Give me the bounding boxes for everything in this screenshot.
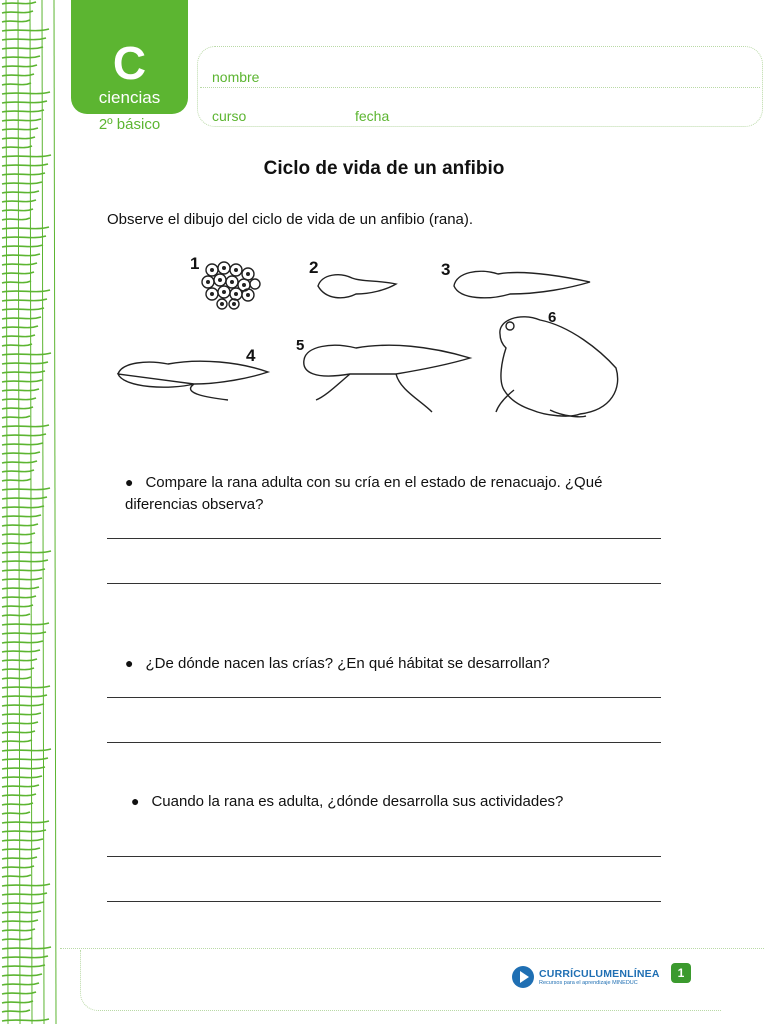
grass-stem — [30, 0, 32, 1024]
grass-blade — [2, 65, 37, 67]
frog-eggs-drawing — [202, 262, 260, 309]
grass-blade — [2, 677, 31, 679]
instruction-text: Observe el dibujo del ciclo de vida de un anfibio (rana). — [107, 211, 474, 228]
grass-blade — [2, 245, 43, 247]
grass-blade — [2, 191, 39, 193]
student-info-divider — [200, 87, 760, 88]
grass-blade — [2, 821, 49, 823]
grass-blade — [2, 767, 45, 769]
logo-title: CURRÍCULUMENLÍNEA — [539, 968, 660, 980]
play-icon — [512, 966, 534, 988]
date-field-label: fecha — [355, 108, 390, 124]
grass-blade — [2, 1001, 33, 1003]
grass-blade — [2, 506, 44, 508]
subject-name: ciencias — [98, 88, 161, 107]
grass-blade — [2, 704, 44, 706]
grass-blade — [2, 569, 45, 571]
grass-blade — [2, 875, 31, 877]
tadpole-small-drawing — [318, 275, 396, 298]
adult-frog-drawing — [496, 317, 618, 417]
grass-blade — [2, 758, 48, 760]
question-3-line-1: Cuando la rana es adulta, ¿dónde desarrolla sus actividades? — [151, 793, 564, 810]
grass-blade — [2, 353, 51, 355]
grass-blade — [2, 632, 46, 634]
grass-blade — [2, 695, 47, 697]
grass-blade — [2, 956, 48, 958]
course-field-label: curso — [212, 108, 247, 124]
grass-blade — [2, 443, 43, 445]
grass-blade — [2, 236, 46, 238]
grass-blade — [2, 200, 36, 202]
stage-number-6: 6 — [548, 309, 557, 326]
grass-blade — [2, 254, 40, 256]
grass-stem — [42, 0, 44, 1024]
grass-border-decoration — [0, 0, 58, 1024]
question-2 — [125, 652, 550, 675]
grass-blade — [2, 902, 44, 904]
worksheet-title: Ciclo de vida de un anfibio — [263, 158, 505, 179]
grass-blade — [2, 614, 30, 616]
grass-blade — [2, 605, 33, 607]
froglet-drawing — [304, 345, 470, 412]
grass-blade — [2, 92, 50, 94]
grass-blade — [2, 686, 50, 688]
answer-line[interactable] — [107, 856, 661, 857]
grass-blade — [2, 542, 32, 544]
answer-line[interactable] — [107, 697, 661, 698]
grass-blade — [2, 56, 40, 58]
grass-blade — [2, 128, 38, 130]
grass-stem — [18, 0, 20, 1024]
bullet-icon: ● — [125, 474, 134, 490]
grass-blade — [2, 992, 36, 994]
subject-badge — [71, 0, 188, 114]
grass-blade — [2, 263, 37, 265]
question-3 — [131, 790, 563, 813]
grass-blade — [2, 830, 46, 832]
frog-life-cycle-illustration — [100, 250, 640, 425]
grass-blade — [2, 803, 33, 805]
grass-stem — [6, 0, 8, 1024]
question-1-line-1: Compare la rana adulta con su cría en el estado de renacuajo. ¿Qué — [145, 474, 603, 491]
subject-letter: C — [112, 37, 147, 89]
grass-blade — [2, 668, 34, 670]
grass-blade — [2, 362, 48, 364]
grass-blade — [2, 812, 30, 814]
grass-blade — [2, 893, 47, 895]
grass-blade — [2, 839, 43, 841]
answer-line[interactable] — [107, 538, 661, 539]
grass-blade — [2, 119, 41, 121]
footer-divider — [60, 948, 764, 949]
grass-blade — [2, 47, 43, 49]
grass-blade — [2, 110, 44, 112]
stage-number-3: 3 — [441, 260, 451, 279]
logo-subtitle: Recursos para el aprendizaje MINEDUC — [539, 980, 638, 986]
curriculum-logo — [512, 966, 660, 988]
grass-blade — [2, 317, 41, 319]
grass-blade — [2, 452, 40, 454]
grass-blade — [2, 2, 36, 4]
grass-blade — [2, 434, 46, 436]
grass-blade — [2, 578, 42, 580]
grass-blade — [2, 380, 42, 382]
stage-number-5: 5 — [296, 337, 305, 354]
grass-blade — [2, 11, 33, 13]
grass-blade — [2, 479, 31, 481]
grass-blade — [2, 623, 49, 625]
grass-blade — [2, 371, 45, 373]
grass-blade — [2, 308, 44, 310]
answer-line[interactable] — [107, 901, 661, 902]
grass-blade — [2, 326, 38, 328]
grass-blade — [2, 551, 51, 553]
question-1 — [125, 471, 602, 516]
bullet-icon: ● — [131, 793, 140, 809]
page-number: 1 — [671, 963, 691, 983]
answer-line[interactable] — [107, 742, 661, 743]
grass-blade — [2, 425, 49, 427]
grass-blade — [2, 560, 48, 562]
grass-blade — [2, 938, 32, 940]
grass-blade — [2, 929, 35, 931]
grass-stem — [54, 0, 56, 1024]
grass-blade — [2, 299, 47, 301]
grass-blade — [2, 884, 50, 886]
grass-blade — [2, 389, 39, 391]
grass-blade — [2, 1010, 30, 1012]
grass-blade — [2, 416, 30, 418]
stage-number-1: 1 — [190, 254, 200, 273]
grass-blade — [2, 38, 46, 40]
tadpole-with-legs-drawing — [118, 361, 268, 400]
name-field-label: nombre — [212, 69, 260, 85]
grass-blade — [2, 182, 42, 184]
stage-number-4: 4 — [246, 346, 256, 365]
bullet-icon: ● — [125, 655, 134, 671]
grass-blade — [2, 1019, 49, 1021]
stage-number-2: 2 — [309, 258, 319, 277]
tadpole-drawing — [454, 271, 590, 298]
grass-blade — [2, 740, 32, 742]
grass-blade — [2, 866, 34, 868]
answer-line[interactable] — [107, 583, 661, 584]
question-2-line-1: ¿De dónde nacen las crías? ¿En qué hábitat se desarrollan? — [145, 655, 550, 672]
grass-blade — [2, 641, 43, 643]
grass-blade — [2, 101, 47, 103]
grass-blade — [2, 515, 41, 517]
grass-blade — [2, 497, 47, 499]
question-1-line-2: diferencias observa? — [125, 496, 264, 513]
grass-blade — [2, 155, 51, 157]
grass-blade — [2, 965, 45, 967]
grade-label: 2º básico — [98, 116, 161, 133]
